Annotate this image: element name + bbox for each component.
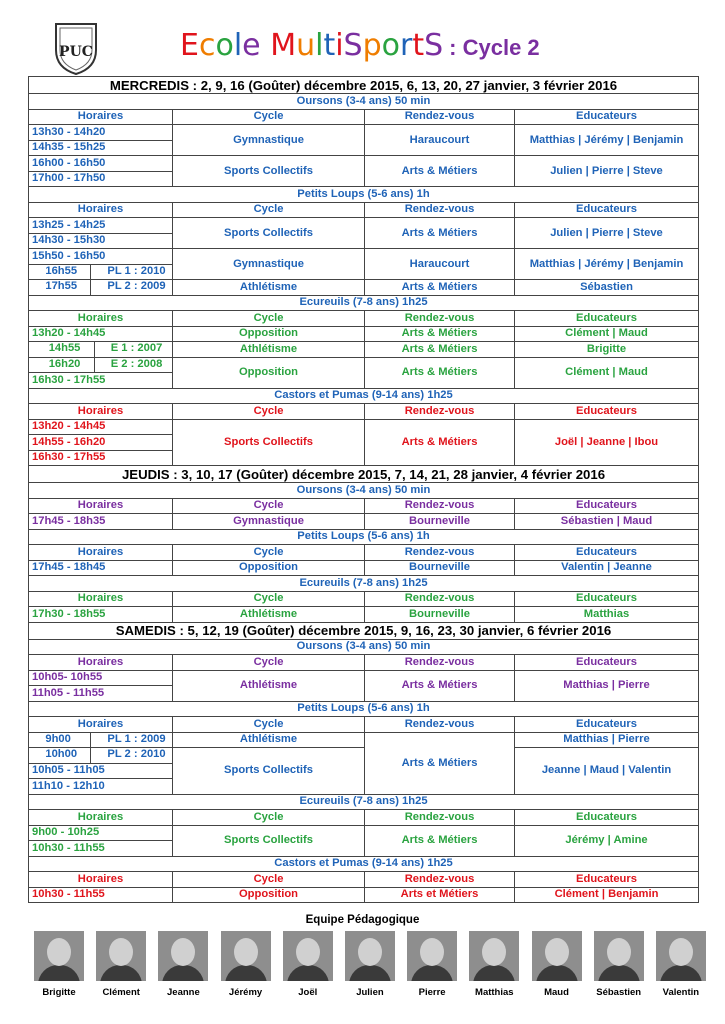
time-cell: 10h05 - 11h05 xyxy=(29,763,173,779)
header-rendez-vous: Rendez-vous xyxy=(365,311,515,327)
member-photo xyxy=(221,931,271,981)
header-cycle: Cycle xyxy=(173,404,365,420)
time-value: 16h20 xyxy=(39,358,95,373)
title-cycle: : Cycle 2 xyxy=(449,35,540,60)
table-row xyxy=(29,560,699,576)
time-value: 16h55 xyxy=(35,265,91,280)
header-rendez-vous: Rendez-vous xyxy=(365,109,515,125)
title-letter: l xyxy=(233,28,243,63)
time-cell xyxy=(29,280,173,296)
subgroup-label: PL 1 : 2010 xyxy=(107,264,166,277)
cycle-cell: Gymnastique xyxy=(173,514,365,530)
header-educateurs: Educateurs xyxy=(515,872,699,888)
time-cell xyxy=(29,748,173,764)
member-name: Matthias xyxy=(475,987,514,998)
educateurs-cell: Valentin | Jeanne xyxy=(515,560,699,576)
time-cell: 9h00 - 10h25 xyxy=(29,825,173,841)
member-photo xyxy=(594,931,644,981)
member-photo xyxy=(532,931,582,981)
time-cell: 10h05- 10h55 xyxy=(29,670,173,686)
cycle-cell: Sports Collectifs xyxy=(173,825,365,856)
header-cycle: Cycle xyxy=(173,591,365,607)
member-name: Sébastien xyxy=(596,987,642,998)
group-row xyxy=(29,639,699,655)
educateurs-cell: Jeanne | Maud | Valentin xyxy=(515,748,699,795)
header-row xyxy=(29,545,699,561)
subgroup-label: PL 2 : 2010 xyxy=(107,748,166,760)
header-row xyxy=(29,498,699,514)
cycle-cell: Athlétisme xyxy=(173,732,365,748)
time-cell: 14h30 - 15h30 xyxy=(29,233,173,249)
group-row xyxy=(29,856,699,872)
header-cycle: Cycle xyxy=(173,498,365,514)
header-educateurs: Educateurs xyxy=(515,311,699,327)
rendez-vous-cell: Arts & Métiers xyxy=(365,732,515,794)
table-row xyxy=(29,887,699,903)
group-title: Oursons (3-4 ans) 50 min xyxy=(29,94,699,110)
time-cell: 14h35 - 15h25 xyxy=(29,140,173,156)
table-row xyxy=(29,514,699,530)
member-photo xyxy=(656,931,706,981)
time-cell: 10h30 - 11h55 xyxy=(29,841,173,857)
header-horaires: Horaires xyxy=(29,872,173,888)
cycle-cell: Sports Collectifs xyxy=(173,218,365,249)
header-educateurs: Educateurs xyxy=(515,810,699,826)
team-member xyxy=(32,931,86,1001)
header-horaires: Horaires xyxy=(29,810,173,826)
time-cell: 16h30 - 17h55 xyxy=(29,373,173,389)
header-cycle: Cycle xyxy=(173,109,365,125)
time-cell: 11h05 - 11h55 xyxy=(29,686,173,702)
educateurs-cell: Clément | Maud xyxy=(515,357,699,388)
time-cell: 15h50 - 16h50 xyxy=(29,249,173,265)
member-name: Jeanne xyxy=(167,987,200,998)
title-letter: S xyxy=(343,28,363,63)
group-row xyxy=(29,794,699,810)
educateurs-cell: Matthias | Pierre xyxy=(515,732,699,748)
cycle-cell: Opposition xyxy=(173,326,365,342)
header-educateurs: Educateurs xyxy=(515,717,699,733)
rendez-vous-cell: Arts & Métiers xyxy=(365,357,515,388)
group-title: Ecureuils (7-8 ans) 1h25 xyxy=(29,794,699,810)
group-title: Petits Loups (5-6 ans) 1h xyxy=(29,701,699,717)
cycle-cell: Athlétisme xyxy=(173,280,365,296)
table-row xyxy=(29,249,699,265)
day-row xyxy=(29,622,699,639)
rendez-vous-cell: Arts & Métiers xyxy=(365,825,515,856)
rendez-vous-cell: Arts & Métiers xyxy=(365,156,515,187)
title-letter: u xyxy=(296,28,316,63)
subgroup-label: E 1 : 2007 xyxy=(110,342,163,354)
team-member xyxy=(281,931,335,1001)
time-cell: 10h30 - 11h55 xyxy=(29,887,173,903)
member-photo xyxy=(96,931,146,981)
time-cell: 17h45 - 18h35 xyxy=(29,514,173,530)
group-row xyxy=(29,388,699,404)
title-letter: l xyxy=(315,28,324,63)
group-title: Ecureuils (7-8 ans) 1h25 xyxy=(29,295,699,311)
member-name: Valentin xyxy=(662,987,700,998)
header-row xyxy=(29,655,699,671)
rendez-vous-cell: Arts et Métiers xyxy=(365,887,515,903)
header-rendez-vous: Rendez-vous xyxy=(365,810,515,826)
rendez-vous-cell: Arts & Métiers xyxy=(365,218,515,249)
member-name: Maud xyxy=(544,987,569,998)
table-row xyxy=(29,607,699,623)
educateurs-cell: Sébastien | Maud xyxy=(515,514,699,530)
cycle-cell: Sports Collectifs xyxy=(173,419,365,466)
member-photo xyxy=(469,931,519,981)
header-cycle: Cycle xyxy=(173,810,365,826)
header-horaires: Horaires xyxy=(29,545,173,561)
team-member xyxy=(654,931,708,1001)
time-cell xyxy=(29,357,173,373)
day-title: SAMEDIS : 5, 12, 19 (Goûter) décembre 2015, 9, 16, 23, 30 janvier, 6 février 2016 xyxy=(29,622,699,639)
day-title: MERCREDIS : 2, 9, 16 (Goûter) décembre 2015, 6, 13, 20, 27 janvier, 3 février 2016 xyxy=(29,77,699,94)
header-educateurs: Educateurs xyxy=(515,655,699,671)
cycle-cell: Opposition xyxy=(173,560,365,576)
subgroup-label: PL 1 : 2009 xyxy=(107,732,166,745)
header-rendez-vous: Rendez-vous xyxy=(365,498,515,514)
team-member xyxy=(530,931,584,1001)
header-rendez-vous: Rendez-vous xyxy=(365,591,515,607)
cycle-cell: Opposition xyxy=(173,357,365,388)
group-row xyxy=(29,94,699,110)
time-cell: 16h30 - 17h55 xyxy=(29,450,173,466)
group-title: Ecureuils (7-8 ans) 1h25 xyxy=(29,576,699,592)
time-cell: 16h00 - 16h50 xyxy=(29,156,173,172)
group-row xyxy=(29,187,699,203)
logo-text: PUC xyxy=(59,44,93,60)
cycle-cell: Athlétisme xyxy=(173,607,365,623)
member-name: Brigitte xyxy=(42,987,76,998)
group-title: Petits Loups (5-6 ans) 1h xyxy=(29,529,699,545)
title-letter xyxy=(261,28,271,63)
header-cycle: Cycle xyxy=(173,872,365,888)
rendez-vous-cell: Bourneville xyxy=(365,560,515,576)
table-row xyxy=(29,732,699,748)
educateurs-cell: Matthias xyxy=(515,607,699,623)
member-photo xyxy=(407,931,457,981)
title-letter: p xyxy=(362,28,382,63)
subgroup-label: E 2 : 2008 xyxy=(110,357,163,370)
time-value: 9h00 xyxy=(35,733,91,748)
time-value: 14h55 xyxy=(39,342,95,357)
table-row xyxy=(29,825,699,841)
header-educateurs: Educateurs xyxy=(515,109,699,125)
educateurs-cell: Julien | Pierre | Steve xyxy=(515,156,699,187)
member-name: Joël xyxy=(298,987,318,998)
header-rendez-vous: Rendez-vous xyxy=(365,717,515,733)
time-cell xyxy=(29,342,173,358)
group-title: Castors et Pumas (9-14 ans) 1h25 xyxy=(29,388,699,404)
club-logo xyxy=(52,20,100,76)
table-row xyxy=(29,670,699,686)
educateurs-cell: Joël | Jeanne | Ibou xyxy=(515,419,699,466)
day-title: JEUDIS : 3, 10, 17 (Goûter) décembre 2015, 7, 14, 21, 28 janvier, 4 février 2016 xyxy=(29,466,699,483)
group-row xyxy=(29,576,699,592)
time-value: 10h00 xyxy=(35,748,91,763)
educateurs-cell: Brigitte xyxy=(515,342,699,358)
header-row xyxy=(29,872,699,888)
header-cycle: Cycle xyxy=(173,545,365,561)
header-cycle: Cycle xyxy=(173,655,365,671)
team-member xyxy=(343,931,397,1001)
member-name: Julien xyxy=(356,987,384,998)
cycle-cell: Gymnastique xyxy=(173,125,365,156)
title-letter: i xyxy=(335,28,344,63)
header-educateurs: Educateurs xyxy=(515,202,699,218)
title-letter: r xyxy=(400,28,413,63)
time-cell: 14h55 - 16h20 xyxy=(29,435,173,451)
header-horaires: Horaires xyxy=(29,311,173,327)
title-letter: M xyxy=(270,28,297,63)
title-letter: t xyxy=(412,28,425,63)
header-row xyxy=(29,591,699,607)
header-horaires: Horaires xyxy=(29,498,173,514)
header-educateurs: Educateurs xyxy=(515,404,699,420)
day-row xyxy=(29,77,699,94)
header-row xyxy=(29,717,699,733)
team-member xyxy=(219,931,273,1001)
educateurs-cell: Matthias | Jérémy | Benjamin xyxy=(515,249,699,280)
header-row xyxy=(29,810,699,826)
header-rendez-vous: Rendez-vous xyxy=(365,872,515,888)
time-cell: 13h30 - 14h20 xyxy=(29,125,173,141)
header-educateurs: Educateurs xyxy=(515,591,699,607)
rendez-vous-cell: Arts & Métiers xyxy=(365,419,515,466)
time-cell: 13h25 - 14h25 xyxy=(29,218,173,234)
team-member xyxy=(592,931,646,1001)
educateurs-cell: Clément | Maud xyxy=(515,326,699,342)
table-row xyxy=(29,326,699,342)
cycle-cell: Athlétisme xyxy=(173,670,365,701)
educateurs-cell: Julien | Pierre | Steve xyxy=(515,218,699,249)
table-row xyxy=(29,357,699,373)
title-letter: e xyxy=(242,28,261,63)
member-photo xyxy=(34,931,84,981)
header-rendez-vous: Rendez-vous xyxy=(365,404,515,420)
cycle-cell: Sports Collectifs xyxy=(173,156,365,187)
time-value: 17h55 xyxy=(35,280,91,295)
team-member xyxy=(405,931,459,1001)
rendez-vous-cell: Bourneville xyxy=(365,607,515,623)
subgroup-label: PL 2 : 2009 xyxy=(107,280,166,292)
group-row xyxy=(29,701,699,717)
member-name: Clément xyxy=(102,987,140,998)
title-letter: o xyxy=(215,28,234,63)
time-cell: 11h10 - 12h10 xyxy=(29,779,173,795)
time-cell: 17h00 - 17h50 xyxy=(29,171,173,187)
member-photo xyxy=(283,931,333,981)
group-row xyxy=(29,529,699,545)
cycle-cell: Athlétisme xyxy=(173,342,365,358)
team-member xyxy=(156,931,210,1001)
header-horaires: Horaires xyxy=(29,591,173,607)
header-row xyxy=(29,311,699,327)
time-cell: 17h45 - 18h45 xyxy=(29,560,173,576)
table-row xyxy=(29,218,699,234)
educateurs-cell: Sébastien xyxy=(515,280,699,296)
table-row xyxy=(29,342,699,358)
header-educateurs: Educateurs xyxy=(515,498,699,514)
header-row xyxy=(29,109,699,125)
table-row xyxy=(29,748,699,764)
cycle-cell: Gymnastique xyxy=(173,249,365,280)
header-row xyxy=(29,202,699,218)
time-cell: 17h30 - 18h55 xyxy=(29,607,173,623)
group-title: Petits Loups (5-6 ans) 1h xyxy=(29,187,699,203)
time-cell xyxy=(29,264,173,280)
header-row xyxy=(29,404,699,420)
title-letter: o xyxy=(381,28,400,63)
title-letter: E xyxy=(180,28,199,63)
member-photo xyxy=(345,931,395,981)
group-row xyxy=(29,483,699,499)
header-rendez-vous: Rendez-vous xyxy=(365,202,515,218)
rendez-vous-cell: Arts & Métiers xyxy=(365,280,515,296)
educateurs-cell: Jérémy | Amine xyxy=(515,825,699,856)
page-title xyxy=(180,28,540,68)
team-member xyxy=(467,931,521,1001)
rendez-vous-cell: Haraucourt xyxy=(365,249,515,280)
time-cell: 13h20 - 14h45 xyxy=(29,419,173,435)
educateurs-cell: Matthias | Jérémy | Benjamin xyxy=(515,125,699,156)
rendez-vous-cell: Arts & Métiers xyxy=(365,342,515,358)
table-row xyxy=(29,419,699,435)
header-cycle: Cycle xyxy=(173,202,365,218)
team-title: Equipe Pédagogique xyxy=(305,914,420,926)
table-row xyxy=(29,280,699,296)
cycle-cell: Sports Collectifs xyxy=(173,748,365,795)
member-name: Pierre xyxy=(418,987,446,998)
table-row xyxy=(29,125,699,141)
group-title: Castors et Pumas (9-14 ans) 1h25 xyxy=(29,856,699,872)
educateurs-cell: Matthias | Pierre xyxy=(515,670,699,701)
group-title: Oursons (3-4 ans) 50 min xyxy=(29,483,699,499)
rendez-vous-cell: Arts & Métiers xyxy=(365,670,515,701)
time-cell xyxy=(29,732,173,748)
day-row xyxy=(29,466,699,483)
rendez-vous-cell: Arts & Métiers xyxy=(365,326,515,342)
team-member xyxy=(94,931,148,1001)
header-horaires: Horaires xyxy=(29,109,173,125)
rendez-vous-cell: Haraucourt xyxy=(365,125,515,156)
header-horaires: Horaires xyxy=(29,655,173,671)
group-title: Oursons (3-4 ans) 50 min xyxy=(29,639,699,655)
cycle-cell: Opposition xyxy=(173,887,365,903)
header-horaires: Horaires xyxy=(29,202,173,218)
title-letter: t xyxy=(323,28,336,63)
member-name: Jérémy xyxy=(228,987,263,998)
header-rendez-vous: Rendez-vous xyxy=(365,655,515,671)
header-horaires: Horaires xyxy=(29,717,173,733)
member-photo xyxy=(158,931,208,981)
time-cell: 13h20 - 14h45 xyxy=(29,326,173,342)
title-letter: c xyxy=(198,28,216,63)
table-row xyxy=(29,156,699,172)
rendez-vous-cell: Bourneville xyxy=(365,514,515,530)
group-row xyxy=(29,295,699,311)
title-letter: S xyxy=(424,28,444,63)
schedule-table xyxy=(28,76,699,903)
header-cycle: Cycle xyxy=(173,311,365,327)
header-rendez-vous: Rendez-vous xyxy=(365,545,515,561)
header-cycle: Cycle xyxy=(173,717,365,733)
header-horaires: Horaires xyxy=(29,404,173,420)
team-photos xyxy=(32,931,708,1001)
educateurs-cell: Clément | Benjamin xyxy=(515,887,699,903)
header-educateurs: Educateurs xyxy=(515,545,699,561)
